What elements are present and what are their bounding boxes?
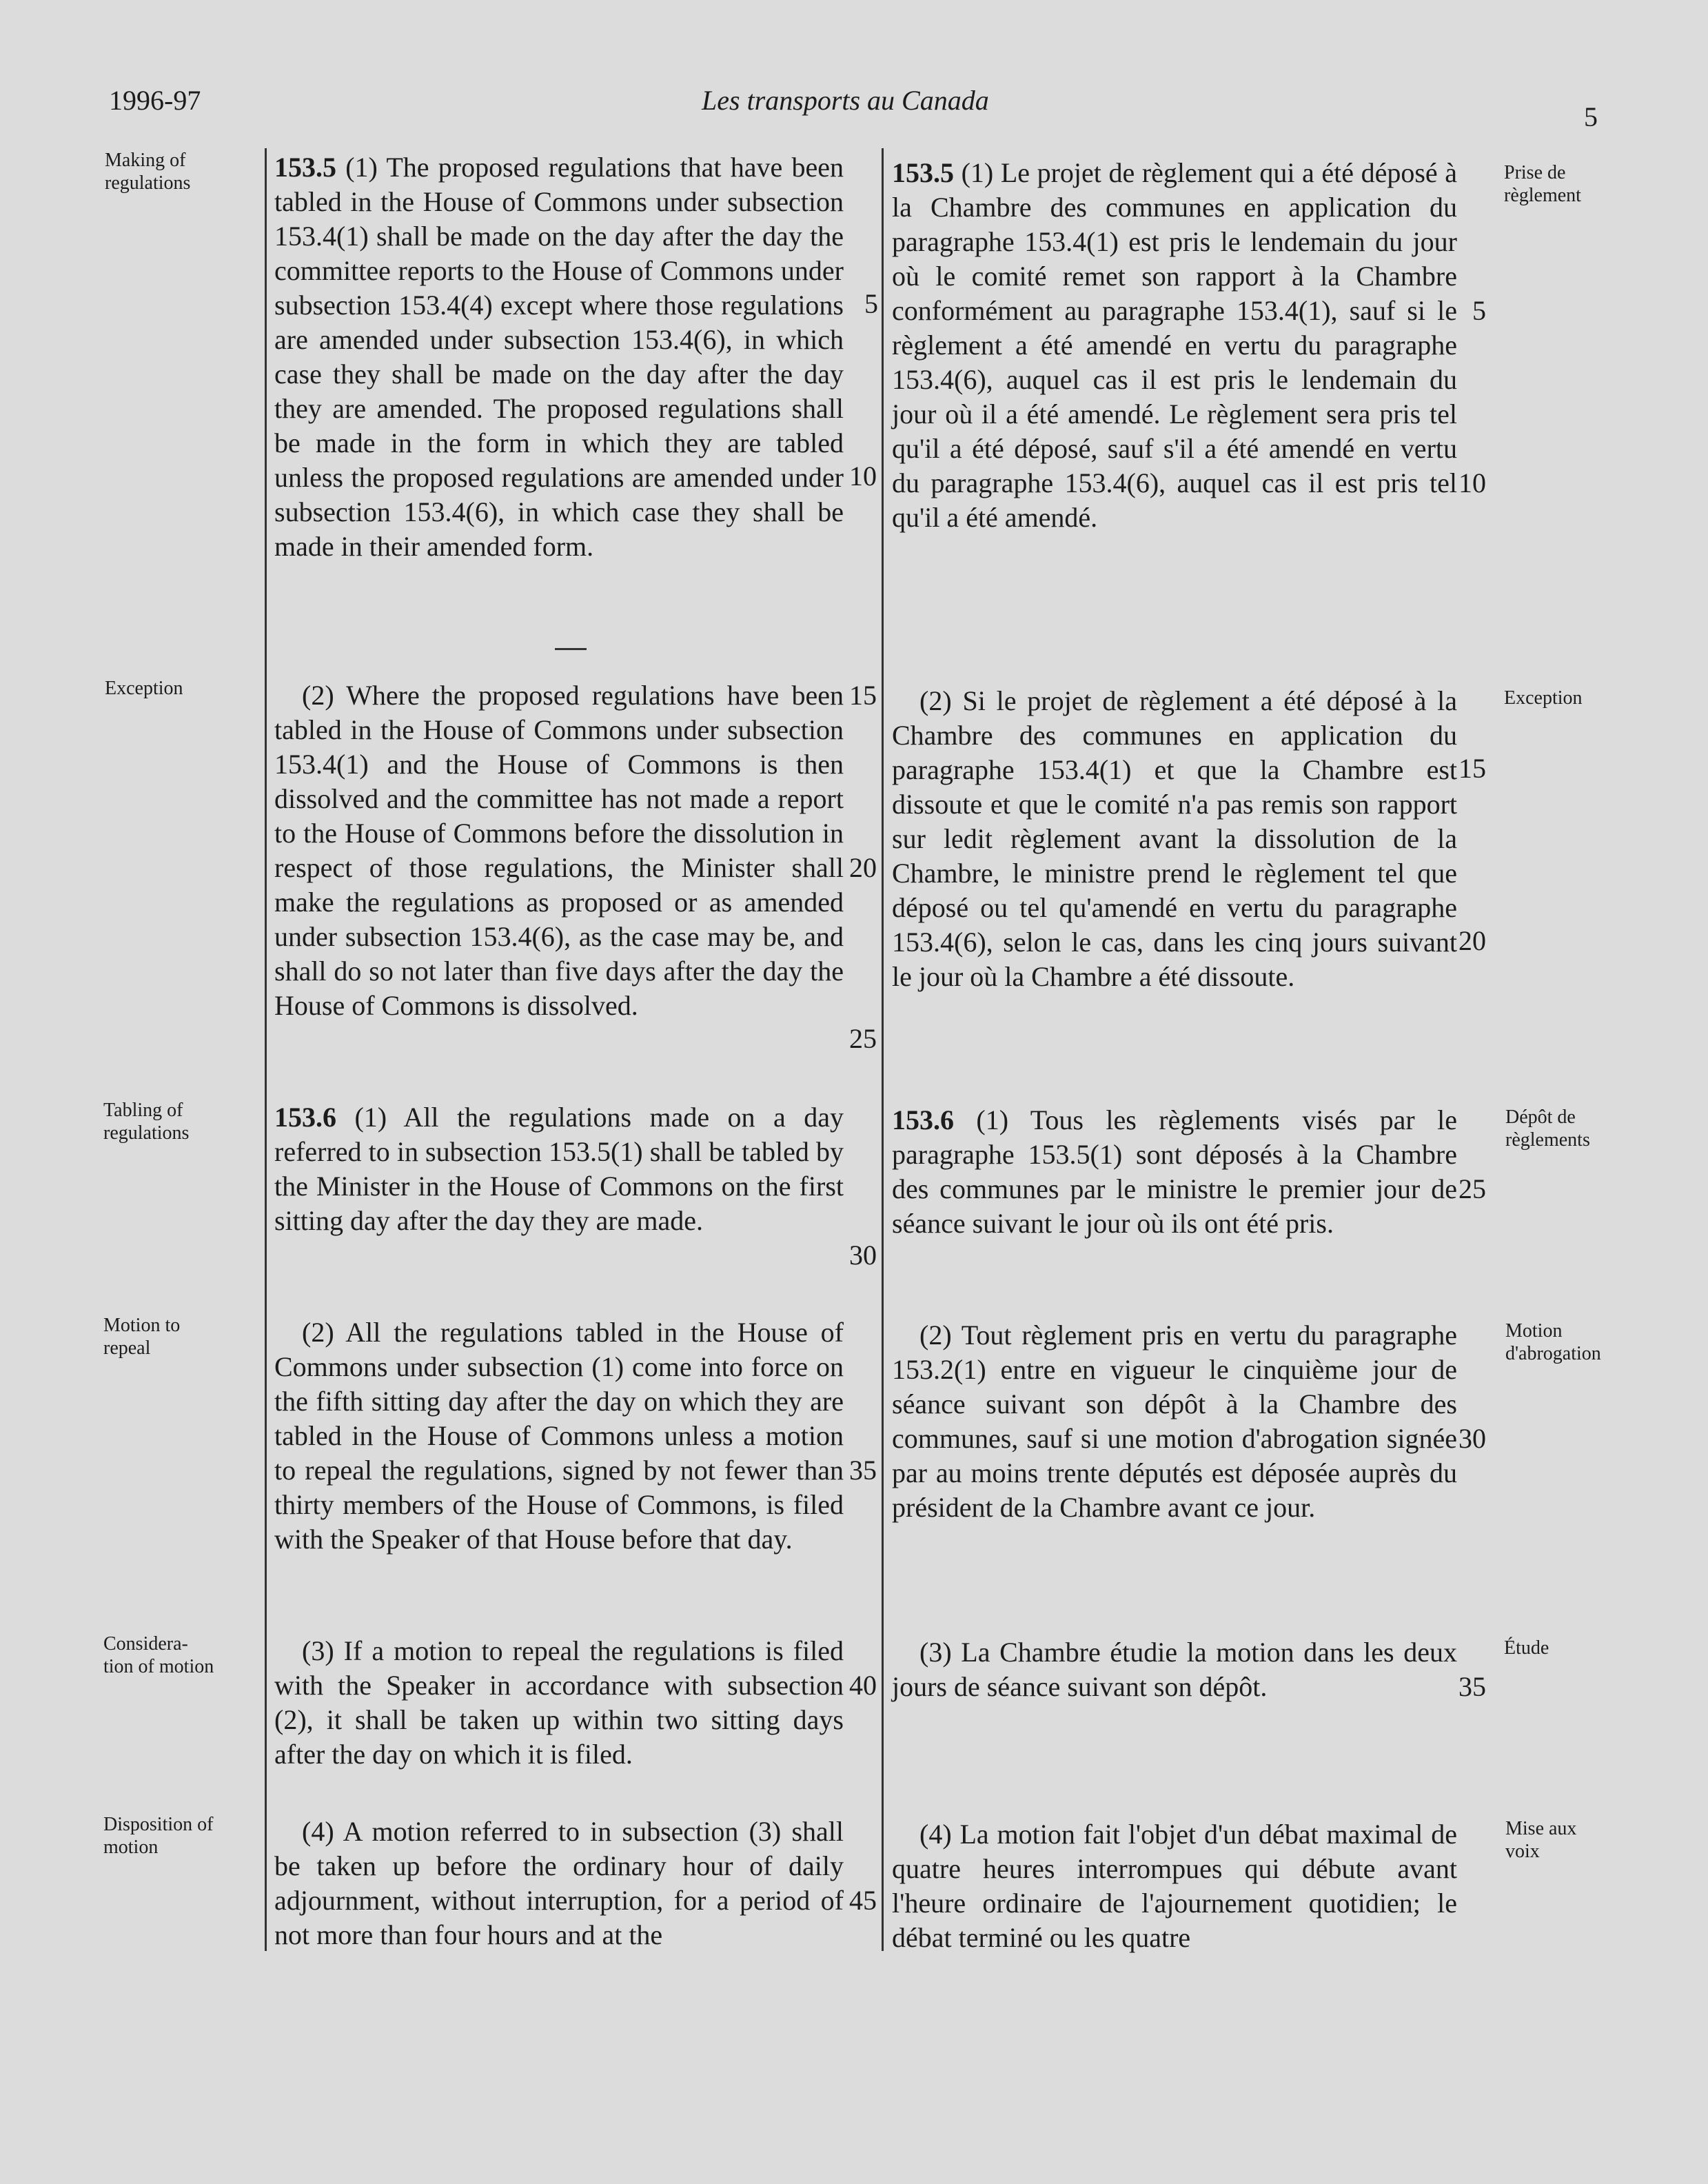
fr-line-number: 10 xyxy=(1458,467,1486,498)
margin-note-prise-de-reglement: Prise de règlement xyxy=(1504,162,1581,206)
margin-note-motion-to-repeal: Motion to repeal xyxy=(103,1315,181,1359)
fr-paragraph-153-6-3 xyxy=(892,1635,1457,1704)
margin-note-exception-fr: Exception xyxy=(1504,687,1583,709)
paragraph-text: (2) Si le projet de règlement a été déposé à la Chambre des communes en application du paragraphe 153.4(1) et que la Chambre est dissoute et que le comité n'a pas remis son rapport sur ledit règlement avant la dissolution de la Chambre, le ministre prend le règlement tel que déposé ou tel qu'amendé en vertu du paragraphe 153.4(6), selon le cas, dans les cinq jours suivant le jour où la Chambre a été dissoute. xyxy=(892,685,1457,992)
margin-note-exception: Exception xyxy=(105,678,183,699)
margin-note-disposition-of-motion: Disposition of motion xyxy=(103,1814,214,1858)
en-line-number: 15 xyxy=(849,680,877,711)
fr-line-number: 20 xyxy=(1458,925,1486,956)
en-line-number: 45 xyxy=(849,1885,877,1916)
fr-line-number: 15 xyxy=(1458,753,1486,784)
en-line-number: 5 xyxy=(864,288,878,319)
en-line-number: 35 xyxy=(849,1455,877,1486)
page-number: 5 xyxy=(1584,101,1598,132)
margin-note-mise-aux-voix: Mise aux voix xyxy=(1505,1818,1577,1862)
fr-line-number: 35 xyxy=(1458,1671,1486,1702)
paragraph-text: (2) Where the proposed regulations have been tabled in the House of Commons under subsection 153.4(1) and the House of Commons is then dissolved and the committee has not made a report to the House of Commons before the dissolution in respect of those regulations, the Minister shall make the regulations as proposed or as amended under subsection 153.4(6), as the case may be, and shall do so not later than five days after the day the House of Commons is dissolved. xyxy=(274,680,844,1021)
en-paragraph-153-6-4 xyxy=(274,1814,844,1952)
margin-note-motion-abrogation: Motion d'abrogation xyxy=(1505,1320,1601,1364)
fr-line-number: 5 xyxy=(1472,295,1486,326)
fr-line-number: 30 xyxy=(1458,1423,1486,1454)
fr-paragraph-153-6-1 xyxy=(892,1103,1457,1241)
fr-paragraph-153-5-2 xyxy=(892,684,1457,994)
header-year: 1996-97 xyxy=(109,85,201,116)
section-number: 153.6 xyxy=(892,1104,954,1135)
column-rule-middle xyxy=(882,148,884,1951)
en-paragraph-153-5-2 xyxy=(274,678,844,1023)
paragraph-text: (3) If a motion to repeal the regulations is filed with the Speaker in accordance with subsection (2), it shall be taken up within two sitting days after the day on which it is filed. xyxy=(274,1635,844,1770)
en-line-number: 25 xyxy=(849,1023,877,1054)
fr-paragraph-153-6-4 xyxy=(892,1817,1457,1955)
fr-paragraph-153-6-2 xyxy=(892,1318,1457,1525)
margin-note-making-of-regulations: Making of regulations xyxy=(105,150,191,194)
en-paragraph-153-6-3 xyxy=(274,1634,844,1772)
paragraph-text: (1) Tous les règlements visés par le paragraphe 153.5(1) sont déposés à la Chambre des communes par le ministre le premier jour de séance suivant le jour où ils ont été pris. xyxy=(892,1104,1457,1239)
margin-note-tabling-of-regulations: Tabling of regulations xyxy=(103,1100,190,1144)
fr-paragraph-153-5-1 xyxy=(892,156,1457,535)
paragraph-text: (3) La Chambre étudie la motion dans les deux jours de séance suivant son dépôt. xyxy=(892,1637,1457,1702)
running-title: Les transports au Canada xyxy=(702,85,989,116)
paragraph-text: (2) All the regulations tabled in the House of Commons under subsection (1) come into force on the fifth sitting day after the day on which they are tabled in the House of Commons unless a motion to repeal the regulations, signed by not fewer than thirty members of the House of Commons, is filed with the Speaker of that House before that day. xyxy=(274,1317,844,1555)
margin-note-depot-de-reglements: Dépôt de règlements xyxy=(1505,1106,1590,1151)
en-paragraph-153-6-1 xyxy=(274,1100,844,1238)
paragraph-text: (4) A motion referred to in subsection (3) shall be taken up before the ordinary hour of daily adjournment, without interruption, for a period of not more than four hours and at the xyxy=(274,1816,844,1950)
en-line-number: 10 xyxy=(849,461,877,492)
fr-line-number: 25 xyxy=(1458,1173,1486,1204)
column-rule-left xyxy=(265,148,267,1951)
en-line-number: 40 xyxy=(849,1670,877,1701)
margin-note-etude: Étude xyxy=(1504,1637,1549,1659)
section-number: 153.5 xyxy=(274,152,336,183)
paragraph-text: (4) La motion fait l'objet d'un débat maximal de quatre heures interrompues qui débute avant l'heure ordinaire de l'ajournement quotidien; le débat terminé ou les quatre xyxy=(892,1819,1457,1953)
margin-note-consideration-of-motion: Considera- tion of motion xyxy=(103,1633,214,1677)
paragraph-text: (2) Tout règlement pris en vertu du paragraphe 153.2(1) entre en vigueur le cinquième jour de séance suivant son dépôt à la Chambre des communes, sauf si une motion d'abrogation signée par au moins trente députés est déposée auprès du président de la Chambre avant ce jour. xyxy=(892,1320,1457,1523)
paragraph-text: (1) The proposed regulations that have been tabled in the House of Commons under subsection 153.4(1) shall be made on the day after the day the committee reports to the House of Commons under subsection 153.4(4) except where those regulations are amended under subsection 153.4(6), in which case they shall be made on the day after the day they are amended. The proposed regulations shall be made in the form in which they are tabled unless the proposed regulations are amended under subsection 153.4(6), in which case they shall be made in their amended form. xyxy=(274,152,844,562)
section-number: 153.6 xyxy=(274,1102,336,1133)
en-line-number: 30 xyxy=(849,1240,877,1271)
paragraph-text: (1) Le projet de règlement qui a été déposé à la Chambre des communes en application du paragraphe 153.4(1) est pris le lendemain du jour où le comité remet son rapport à la Chambre conformément au paragraphe 153.4(1), sauf si le règlement a été amendé en vertu du paragraphe 153.4(6), auquel cas il est pris le lendemain du jour où il a été amendé. Le règlement sera pris tel qu'il a été déposé, sauf s'il a été amendé en vertu du paragraphe 153.4(6), auquel cas il est pris tel qu'il a été amendé. xyxy=(892,157,1457,533)
paragraph-text: (1) All the regulations made on a day referred to in subsection 153.5(1) shall be tabled by the Minister in the House of Commons on the first sitting day after the day they are made. xyxy=(274,1102,844,1236)
separator-dash xyxy=(555,648,587,650)
en-paragraph-153-6-2 xyxy=(274,1315,844,1557)
section-number: 153.5 xyxy=(892,157,954,188)
en-paragraph-153-5-1 xyxy=(274,150,844,564)
en-line-number: 20 xyxy=(849,852,877,883)
